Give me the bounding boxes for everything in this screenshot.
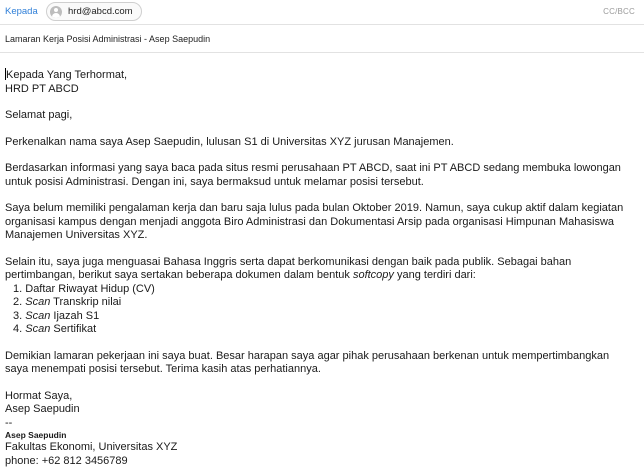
cc-bcc-button[interactable]: CC/BCC	[603, 7, 635, 16]
list-item: 4. Scan Sertifikat	[5, 323, 630, 337]
signoff-name: Asep Saepudin	[5, 403, 630, 417]
experience-paragraph: Saya belum memiliki pengalaman kerja dan baru saja lulus pada bulan Oktober 2019. Namun, saya cukup aktif dalam kegiatan organisasi kampus dengan menjadi anggota Biro Administrasi dan Dokumentasi Arsip pada organisasi Himpunan Mahasiswa Manajemen Universitas XYZ.	[5, 202, 630, 243]
salutation: Selamat pagi,	[5, 109, 630, 123]
greeting-line: Kepada Yang Terhormat,	[5, 68, 630, 83]
intro-paragraph: Perkenalkan nama saya Asep Saepudin, lulusan S1 di Universitas XYZ jurusan Manajemen.	[5, 136, 630, 150]
position-paragraph: Berdasarkan informasi yang saya baca pada situs resmi perusahaan PT ABCD, saat ini PT ABCD sedang membuka lowongan untuk posisi Administrasi. Dengan ini, saya bermaksud untuk melamar posisi tersebut.	[5, 162, 630, 189]
recipient-chip[interactable]	[46, 2, 142, 21]
avatar-icon	[50, 6, 62, 18]
to-label: Kepada	[5, 6, 38, 17]
attachment-list	[5, 283, 630, 337]
list-item: 1. Daftar Riwayat Hidup (CV)	[5, 283, 630, 297]
closing-paragraph: Demikian lamaran pekerjaan ini saya buat. Besar harapan saya agar pihak perusahaan berkenan untuk mempertimbangkan saya menempati posisi tersebut. Terima kasih atas perhatiannya.	[5, 350, 630, 377]
signature-name: Asep Saepudin	[5, 430, 630, 441]
to-field-row[interactable]	[0, 0, 644, 25]
signature-separator: --	[5, 417, 630, 431]
list-item: 2. Scan Transkrip nilai	[5, 296, 630, 310]
signature-phone: phone: +62 812 3456789	[5, 455, 630, 468]
subject-text: Lamaran Kerja Posisi Administrasi - Asep Saepudin	[5, 34, 210, 44]
greeting-recipient: HRD PT ABCD	[5, 83, 630, 97]
skills-paragraph: Selain itu, saya juga menguasai Bahasa Inggris serta dapat berkomunikasi dengan baik pada publik. Sebagai bahan pertimbangan, berikut saya sertakan beberapa dokumen dalam bentuk softcopy yang terdiri dari:	[5, 256, 630, 283]
signature-faculty: Fakultas Ekonomi, Universitas XYZ	[5, 441, 630, 455]
signoff: Hormat Saya,	[5, 390, 630, 404]
recipient-email: hrd@abcd.com	[68, 6, 133, 17]
subject-field[interactable]	[0, 25, 644, 53]
list-item: 3. Scan Ijazah S1	[5, 310, 630, 324]
message-body[interactable]	[5, 68, 630, 468]
